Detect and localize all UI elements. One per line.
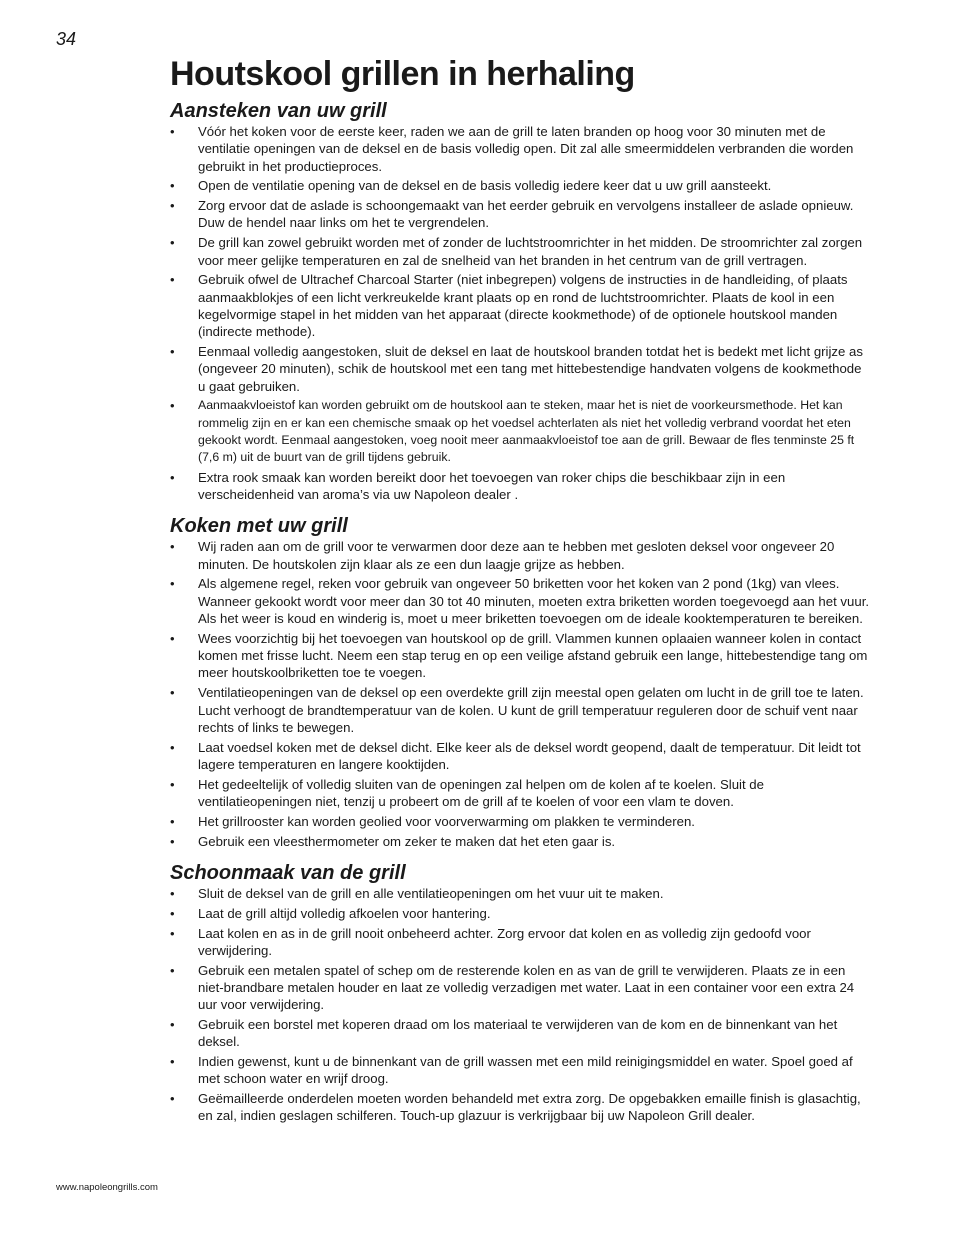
- list-item: [170, 630, 870, 682]
- list-item-text: Gebruik een metalen spatel of schep om de resterende kolen en as van de grill te verwijderen. Plaats ze in een niet-brandbare metalen houder en laat ze volledig verzadigen met water. Laat in een container voor een extra 24 uur voor verwijdering.: [198, 962, 855, 1013]
- list-item: [170, 397, 870, 466]
- list-item-text: Ventilatieopeningen van de deksel op een overdekte grill zijn meestal open gelaten om lucht in de grill toe te laten. Lucht verhoogt de brandtemperatuur van de kolen. U kunt de grill temperatuur reguleren door de schuif vent naar rechts of links te bewegen.: [198, 685, 864, 735]
- list-item: [170, 197, 870, 232]
- bullet-list-koken: [170, 538, 870, 850]
- list-item: [170, 469, 870, 504]
- main-content: [170, 54, 870, 1127]
- bullet-icon: •: [170, 630, 175, 646]
- bullet-icon: •: [170, 539, 175, 555]
- list-item: [170, 271, 870, 340]
- list-item-text: Aanmaakvloeistof kan worden gebruikt om de houtskool aan te steken, maar het is niet de voorkeursmethode. Het kan rommelig zijn en er kan een chemische smaak op het voedsel achterlaten als niet het volledig verbrand voordat het eten gekookt wordt. Eenmaal aangestoken, voeg nooit meer aanmaakvloeistof toe aan de grill. Bewaar de fles tenminste 25 ft (7,6 m) uit de buurt van de grill tijdens gebruik.: [198, 398, 855, 465]
- list-item-text: Geëmailleerde onderdelen moeten worden behandeld met extra zorg. De opgebakken emaille finish is glasachtig, en zal, indien geslagen schilferen. Touch-up glazuur is verkrijgbaar bij uw Napoleon Grill dealer.: [198, 1091, 861, 1124]
- list-item: [170, 575, 870, 627]
- list-item: [170, 813, 870, 830]
- list-item: [170, 833, 870, 850]
- section-heading-koken: Koken met uw grill: [170, 515, 348, 538]
- bullet-icon: •: [170, 776, 175, 792]
- bullet-list-schoonmaak: [170, 885, 870, 1125]
- bullet-icon: •: [170, 469, 175, 485]
- list-item: [170, 123, 870, 175]
- list-item-text: Indien gewenst, kunt u de binnenkant van de grill wassen met een mild reinigingsmiddel en water. Spoel goed af met schoon water en wrijf droog.: [198, 1054, 853, 1087]
- page-number: 34: [56, 29, 77, 49]
- list-item: [170, 1090, 870, 1125]
- list-item: [170, 739, 870, 774]
- list-item: [170, 885, 870, 902]
- list-item-text: Sluit de deksel van de grill en alle ventilatieopeningen om het vuur uit te maken.: [198, 885, 664, 901]
- list-item: [170, 177, 870, 194]
- section-heading-aansteken: Aansteken van uw grill: [170, 100, 387, 122]
- bullet-icon: •: [170, 813, 175, 829]
- bullet-icon: •: [170, 905, 175, 921]
- list-item-text: Als algemene regel, reken voor gebruik van ongeveer 50 briketten voor het koken van 2 pond (1kg) van vlees. Wanneer gekookt wordt voor meer dan 30 tot 40 minuten, moeten extra briketten worden toegevoegd aan het vuur. Als het weer is koud en winderig is, moet u meer briketten toevoegen om de ideale kooktemperaturen te bereiken.: [198, 576, 870, 627]
- section-heading-schoonmaak: Schoonmaak van de grill: [170, 861, 406, 884]
- list-item-text: Eenmaal volledig aangestoken, sluit de deksel en laat de houtskool branden totdat het is bedekt met licht grijze as (ongeveer 20 minuten), schik de houtskool met een tang met hittebestendige handvaten volgens de kookmethode u gaat gebruiken.: [198, 344, 863, 394]
- list-item-text: Extra rook smaak kan worden bereikt door het toevoegen van roker chips die beschikbaar zijn in een verscheidenheid van aroma’s via uw Napoleon dealer .: [198, 469, 786, 503]
- bullet-icon: •: [170, 1016, 175, 1032]
- bullet-icon: •: [170, 272, 175, 288]
- bullet-icon: •: [170, 1091, 175, 1107]
- list-item-text: Gebruik een borstel met koperen draad om los materiaal te verwijderen van de kom en de binnenkant van het deksel.: [198, 1016, 838, 1050]
- list-item: [170, 343, 870, 395]
- list-item-text: Laat kolen en as in de grill nooit onbeheerd achter. Zorg ervoor dat kolen en as volledig zijn gedoofd voor verwijdering.: [198, 925, 811, 958]
- bullet-icon: •: [170, 235, 175, 251]
- list-item-text: Wij raden aan om de grill voor te verwarmen door deze aan te hebben met gesloten deksel voor ongeveer 20 minuten. De houtskolen zijn klaar als ze een dun laagje grijze as hebben.: [198, 539, 835, 572]
- list-item-text: Laat de grill altijd volledig afkoelen voor hantering.: [198, 905, 491, 921]
- list-item: [170, 1053, 870, 1088]
- list-item: [170, 905, 870, 922]
- list-item-text: Het gedeeltelijk of volledig sluiten van de openingen zal helpen om de kolen af te koelen. Sluit de ventilatieopeningen niet, tenzij u probeert om de grill af te koelen of voor een vlam te doven.: [198, 776, 764, 810]
- list-item: [170, 684, 870, 736]
- bullet-icon: •: [170, 925, 175, 941]
- list-item: [170, 538, 870, 573]
- page-title: Houtskool grillen in herhaling: [170, 55, 635, 93]
- list-item-text: Het grillrooster kan worden geolied voor voorverwarming om plakken te verminderen.: [198, 813, 695, 829]
- bullet-icon: •: [170, 198, 175, 214]
- bullet-icon: •: [170, 124, 175, 139]
- list-item-text: Zorg ervoor dat de aslade is schoongemaakt van het eerder gebruik en vervolgens installeer de aslade opnieuw. Duw de hendel naar links om het te vergrendelen.: [198, 198, 854, 231]
- bullet-icon: •: [170, 739, 175, 755]
- list-item: [170, 1016, 870, 1051]
- bullet-icon: •: [170, 962, 175, 978]
- list-item-text: De grill kan zowel gebruikt worden met of zonder de luchtstroomrichter in het midden. De stroomrichter zal zorgen voor meer gelijke temperaturen en zal de snelheid van het branden in het centrum van de grill vertragen.: [198, 235, 863, 268]
- bullet-list-aansteken: [170, 123, 870, 503]
- bullet-icon: •: [170, 685, 175, 701]
- list-item: [170, 962, 870, 1014]
- list-item: [170, 925, 870, 960]
- footer-url: www.napoleongrills.com: [56, 1182, 158, 1193]
- list-item-text: Gebruik ofwel de Ultrachef Charcoal Starter (niet inbegrepen) volgens de instructies in de handleiding, of plaats aanmaakblokjes of een licht verkreukelde krant plaats op en rond de luchtstroomrichter. Plaats de kool in een kegelvormige stapel in het midden van het apparaat (directe kookmethode) of de optionele houtskool manden (indirecte methode).: [198, 272, 848, 340]
- list-item-text: Laat voedsel koken met de deksel dicht. Elke keer als de deksel wordt geopend, daalt de temperatuur. Dit leidt tot lagere temperaturen en langere kooktijden.: [198, 739, 861, 772]
- bullet-icon: •: [170, 344, 175, 360]
- list-item-text: Wees voorzichtig bij het toevoegen van houtskool op de grill. Vlammen kunnen oplaaien wanneer kolen in contact komen met frisse lucht. Neem een stap terug en op een veilige afstand gebruik een lange, hittebestendige tang om meer houtskoolbriketten toe te voegen.: [198, 630, 868, 681]
- bullet-icon: •: [170, 885, 175, 901]
- list-item: [170, 776, 870, 811]
- bullet-icon: •: [170, 833, 175, 849]
- list-item-text: Vóór het koken voor de eerste keer, raden we aan de grill te laten branden op hoog voor 30 minuten met de ventilatie openingen van de deksel en de basis volledig open. Dit zal alle smeermiddelen verbranden die worden gebruikt in het productieproces.: [198, 124, 854, 174]
- list-item: [170, 234, 870, 269]
- list-item-text: Open de ventilatie opening van de deksel en de basis volledig iedere keer dat u uw grill aansteekt.: [198, 178, 772, 194]
- list-item-text: Gebruik een vleesthermometer om zeker te maken dat het eten gaar is.: [198, 833, 616, 849]
- bullet-icon: •: [170, 398, 175, 414]
- bullet-icon: •: [170, 1054, 175, 1070]
- bullet-icon: •: [170, 178, 175, 194]
- bullet-icon: •: [170, 576, 175, 592]
